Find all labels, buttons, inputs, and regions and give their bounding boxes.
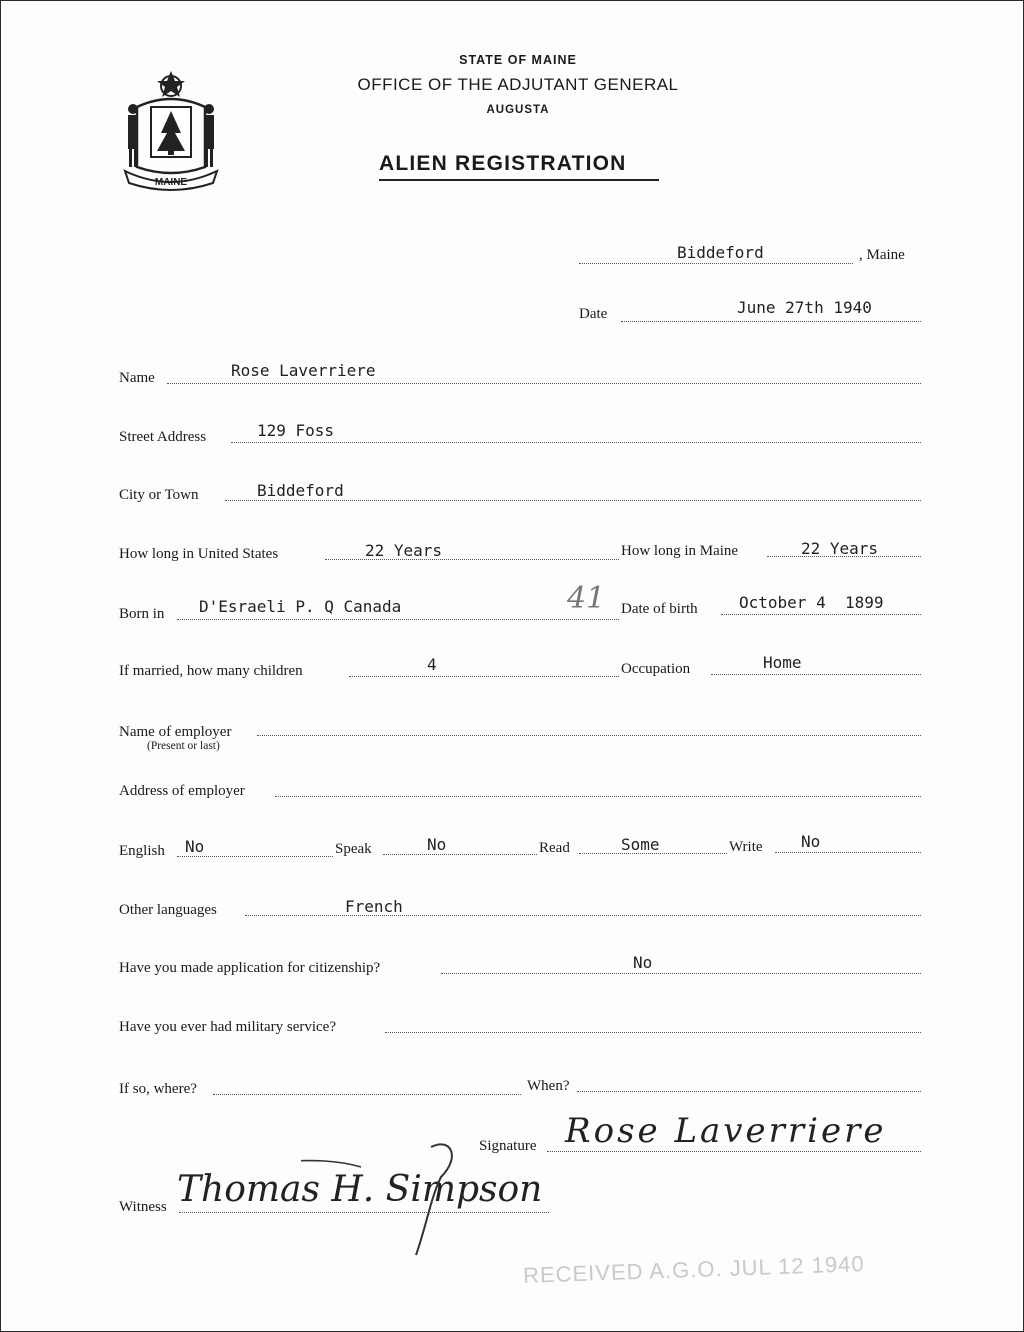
witness-label: Witness	[119, 1199, 167, 1215]
occupation-value: Home	[763, 653, 802, 672]
military-label: Have you ever had military service?	[119, 1019, 336, 1035]
maine-duration-label: How long in Maine	[621, 543, 739, 559]
us-duration-value: 22 Years	[365, 541, 443, 560]
citizenship-label: Have you made application for citizenship?	[119, 960, 381, 976]
street-label: Street Address	[119, 429, 207, 445]
born-in-label: Born in	[119, 606, 165, 622]
employer-address-label: Address of employer	[119, 783, 245, 799]
employer-label: Name of employer	[119, 724, 232, 740]
english-value: No	[185, 837, 205, 856]
where-label: If so, where?	[119, 1081, 197, 1097]
form-title: ALIEN REGISTRATION	[379, 152, 659, 181]
place-value: Biddeford	[677, 243, 764, 262]
signature-label: Signature	[479, 1138, 537, 1154]
citizenship-value: No	[633, 953, 653, 972]
english-label: English	[119, 843, 165, 859]
date-value: June 27th 1940	[737, 298, 872, 317]
speak-value: No	[427, 835, 447, 854]
witness-flourish-icon	[301, 1137, 561, 1267]
maine-duration-value: 22 Years	[801, 539, 879, 558]
occupation-label: Occupation	[621, 661, 691, 677]
speak-label: Speak	[335, 841, 372, 857]
city-value: Biddeford	[257, 481, 344, 500]
seal-text: MAINE	[154, 177, 188, 188]
children-label: If married, how many children	[119, 663, 303, 679]
dob-value: October 4 1899	[739, 593, 884, 612]
born-in-value: D'Esraeli P. Q Canada	[199, 597, 402, 616]
other-languages-label: Other languages	[119, 902, 217, 918]
name-label: Name	[119, 370, 155, 386]
header-office: OFFICE OF THE ADJUTANT GENERAL	[357, 75, 679, 94]
children-value: 4	[427, 655, 437, 674]
other-languages-value: French	[345, 897, 403, 916]
read-label: Read	[539, 840, 570, 856]
born-in-margin-note: 41	[567, 581, 606, 616]
header-city: AUGUSTA	[486, 104, 550, 116]
us-duration-label: How long in United States	[119, 546, 279, 562]
witness-value: Thomas H. Simpson	[177, 1169, 543, 1210]
name-value: Rose Laverriere	[231, 361, 376, 380]
when-label: When?	[527, 1078, 570, 1094]
header-state: STATE OF MAINE	[459, 53, 577, 67]
street-value: 129 Foss	[257, 421, 335, 440]
signature-value: Rose Laverriere	[565, 1111, 887, 1151]
city-label: City or Town	[119, 487, 199, 503]
received-stamp: RECEIVED A.G.O. JUL 12 1940	[522, 1251, 865, 1288]
employer-sublabel: (Present or last)	[147, 740, 220, 752]
dob-label: Date of birth	[621, 601, 698, 617]
date-label: Date	[579, 306, 608, 322]
place-suffix: , Maine	[859, 247, 905, 263]
write-label: Write	[729, 839, 763, 855]
read-value: Some	[621, 835, 660, 854]
write-value: No	[801, 832, 821, 851]
